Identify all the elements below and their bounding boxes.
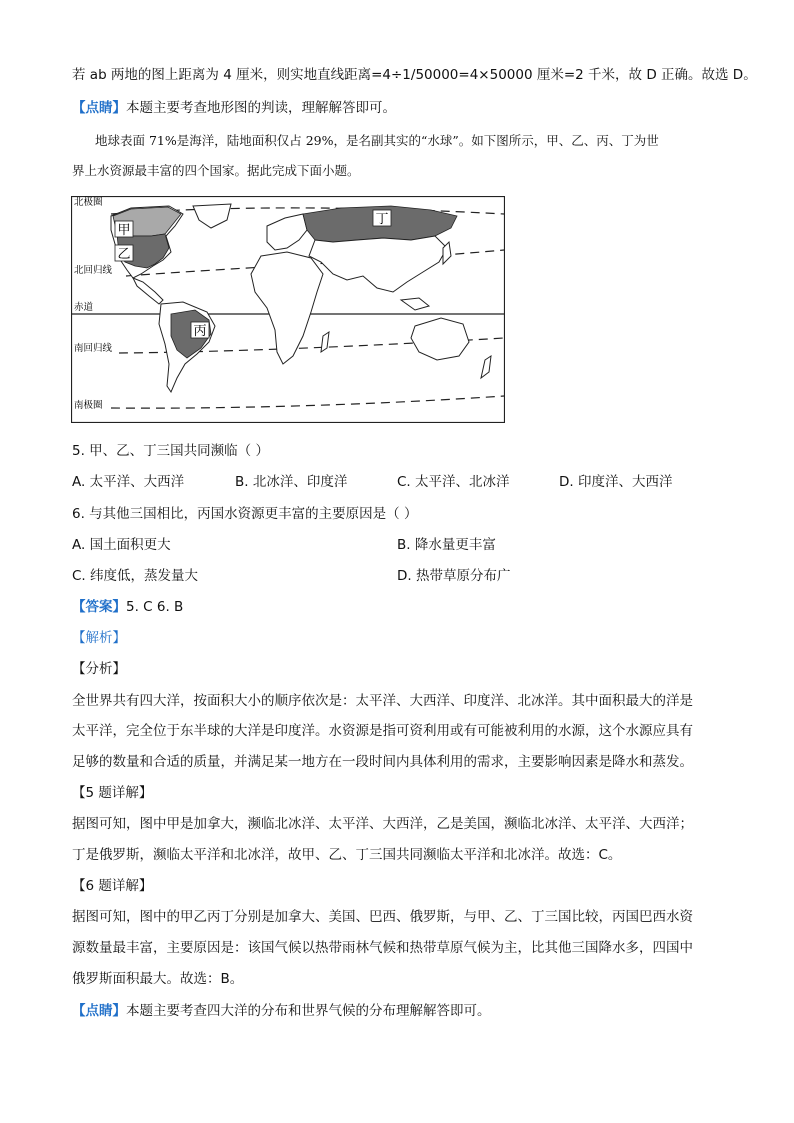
dianjing-2-tag: 【点睛】: [72, 1003, 126, 1019]
dianjing-1: [72, 99, 396, 117]
q6-detail-line-2: 源数量最丰富，主要原因是：该国气候以热带雨林气候和热带草原气候为主，比其他三国降水多，四国中: [72, 940, 693, 956]
label-antarctic: 南极圈: [74, 400, 103, 411]
fenxi-title: 【分析】: [72, 661, 126, 677]
jiexi-title: 【解析】: [72, 630, 126, 646]
dianjing-text: 本题主要考查地形图的判读，理解解答即可。: [126, 100, 396, 116]
label-bing: 丙: [193, 324, 207, 339]
q6-option-a: A. 国土面积更大: [72, 537, 171, 553]
answer-line: [72, 598, 183, 616]
q6-detail-title: 【6 题详解】: [72, 878, 153, 894]
passage-line-1: 地球表面 71%是海洋，陆地面积仅占 29%，是名副其实的“水球”。如下图所示，甲、乙、丙、丁为世: [95, 133, 659, 148]
q5-stem: 5. 甲、乙、丁三国共同濒临（ ）: [72, 443, 269, 459]
answer-tag: 【答案】: [72, 599, 126, 615]
passage-line-2: 界上水资源最丰富的四个国家。据此完成下面小题。: [72, 163, 360, 178]
analysis-line-1: 全世界共有四大洋，按面积大小的顺序依次是：太平洋、大西洋、印度洋、北冰洋。其中面积最大的洋是: [72, 693, 693, 709]
label-equator: 赤道: [74, 302, 94, 313]
analysis-line-3: 足够的数量和合适的质量，并满足某一地方在一段时间内具体利用的需求，主要影响因素是降水和蒸发。: [72, 754, 693, 770]
dianjing-tag: 【点睛】: [72, 100, 126, 116]
analysis-line-2: 太平洋，完全位于东半球的大洋是印度洋。水资源是指可资利用或有可能被利用的水源，这个水源应具有: [72, 723, 693, 739]
q5-detail-line-1: 据图可知，图中甲是加拿大，濒临北冰洋、太平洋、大西洋，乙是美国，濒临北冰洋、太平洋、大西洋；: [72, 816, 693, 832]
q5-detail-title: 【5 题详解】: [72, 785, 153, 801]
q6-option-d: D. 热带草原分布广: [397, 568, 511, 584]
answer-text: 5. C 6. B: [126, 599, 184, 615]
q5-detail-line-2: 丁是俄罗斯，濒临太平洋和北冰洋，故甲、乙、丁三国共同濒临太平洋和北冰洋。故选：C。: [72, 847, 622, 863]
q6-detail-line-3: 俄罗斯面积最大。故选：B。: [72, 971, 244, 987]
intro-line: 若 ab 两地的图上距离为 4 厘米，则实地直线距离=4÷1/50000=4×50000 厘米=2 千米，故 D 正确。故选 D。: [72, 67, 757, 83]
q5-option-b: B. 北冰洋、印度洋: [235, 474, 348, 490]
label-tropic-north: 北回归线: [74, 265, 113, 276]
label-arctic: 北极圈: [74, 197, 103, 208]
dianjing-2: [72, 1002, 491, 1020]
label-yi: 乙: [117, 247, 131, 262]
q5-option-c: C. 太平洋、北冰洋: [397, 474, 510, 490]
label-tropic-south: 南回归线: [74, 343, 113, 354]
q5-option-d: D. 印度洋、大西洋: [559, 474, 673, 490]
q6-option-c: C. 纬度低，蒸发量大: [72, 568, 199, 584]
q6-option-b: B. 降水量更丰富: [397, 537, 496, 553]
world-map: [71, 196, 505, 423]
world-map-svg: [71, 196, 505, 423]
q6-detail-line-1: 据图可知，图中的甲乙丙丁分别是加拿大、美国、巴西、俄罗斯，与甲、乙、丁三国比较，丙国巴西水资: [72, 909, 693, 925]
dianjing-2-text: 本题主要考查四大洋的分布和世界气候的分布理解解答即可。: [126, 1003, 491, 1019]
q5-option-a: A. 太平洋、大西洋: [72, 474, 185, 490]
q6-stem: 6. 与其他三国相比，丙国水资源更丰富的主要原因是（ ）: [72, 506, 418, 522]
label-ding: 丁: [375, 212, 389, 227]
label-jia: 甲: [117, 223, 131, 238]
